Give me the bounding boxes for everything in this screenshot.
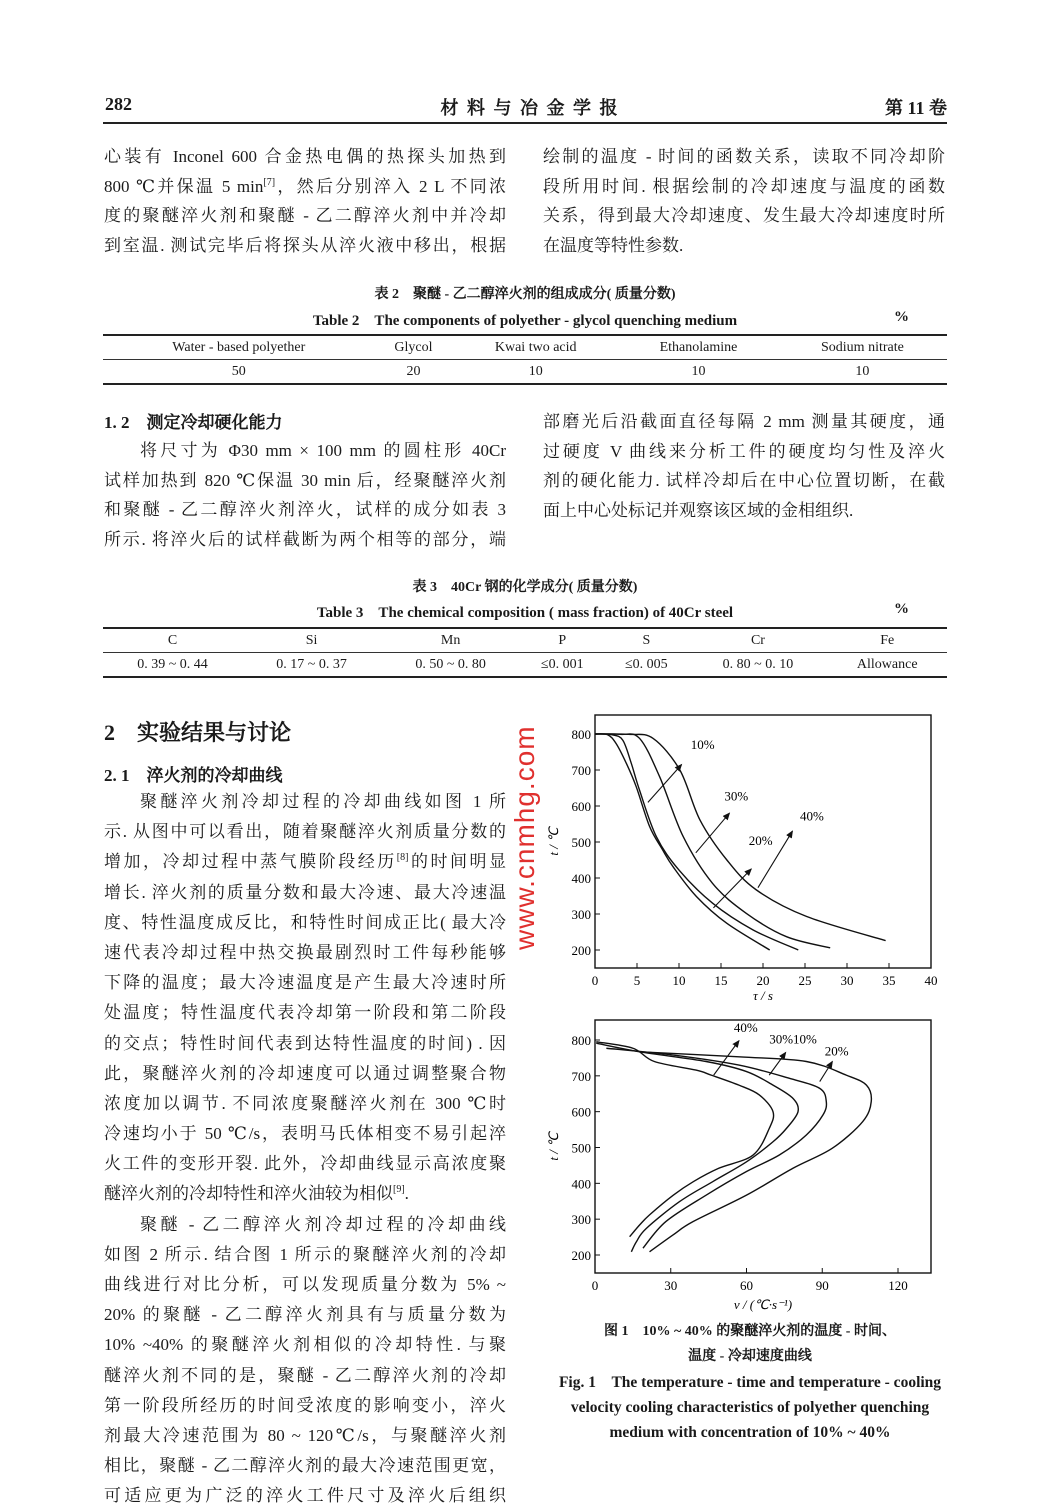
text-line: 如图 2 所示. 结合图 1 所示的聚醚淬火剂的冷却 (104, 1244, 506, 1264)
text-line: 增加，冷却过程中蒸气膜阶段经历[8]的时间明显 (104, 852, 507, 872)
x-tick-label: 15 (714, 973, 728, 988)
text-line: 相比，聚醚 - 乙二醇淬火剂的最大冷速范围更宽， (104, 1456, 506, 1476)
table-cell: 0. 17 ~ 0. 37 (276, 656, 347, 672)
text-line: 醚淬火剂的冷却特性和淬火油较为相似[9]. (104, 1184, 409, 1204)
text-line: 聚醚 - 乙二醇淬火剂冷却过程的冷却曲线 (140, 1214, 506, 1234)
x-tick-label: 40 (924, 973, 938, 988)
table2-unit: % (894, 309, 909, 325)
x-axis-label: v / (℃·s⁻¹) (733, 1297, 793, 1312)
text-line: 关系，得到最大冷却速度、发生最大冷却速度时所 (543, 206, 945, 226)
figure-caption-en-1: Fig. 1 The temperature - time and temperature - cooling (558, 1374, 942, 1391)
text-line: 处温度；特性温度代表冷却第一阶段和第二阶段 (104, 1003, 506, 1023)
text-line: 曲线进行对比分析，可以发现质量分数为 5% ~ (104, 1275, 506, 1294)
y-tick-label: 400 (571, 871, 591, 886)
annotation-arrow (820, 1062, 833, 1082)
text-line: 此，聚醚淬火剂的冷却速度可以通过调整聚合物 (104, 1063, 506, 1083)
y-tick-label: 200 (571, 1248, 591, 1263)
table-cell: 0. 50 ~ 0. 80 (415, 656, 486, 672)
text-line: 过硬度 V 曲线来分析工件的硬度均匀性及淬火 (543, 441, 945, 461)
text-line: 和聚醚 - 乙二醇淬火剂淬火，试样的成分如表 3 (104, 500, 506, 520)
x-tick-label: 5 (633, 973, 641, 988)
series-line-10pct (595, 734, 770, 950)
x-tick-label: 90 (815, 1278, 829, 1293)
text-line: 剂最大冷速范围为 80 ~ 120℃/s，与聚醚淬火剂 (104, 1425, 506, 1445)
text-line: 10% ~40% 的聚醚淬火剂相似的冷却特性. 与聚 (104, 1335, 506, 1355)
x-tick-label: 0 (591, 1278, 599, 1293)
table-header-cell: Sodium nitrate (778, 335, 947, 360)
text-line: 心装有 Inconel 600 合金热电偶的热探头加热到 (104, 147, 506, 166)
table-header-cell: Mn (381, 628, 520, 653)
chart-1 (546, 715, 938, 1003)
text-line: 到室温. 测试完毕后将探头从淬火液中移出，根据 (104, 235, 506, 255)
text-line: 第一阶段所经历的时间受浓度的影响变小，淬火 (104, 1395, 506, 1415)
text-line: 部磨光后沿截面直径每隔 2 mm 测量其硬度，通 (543, 412, 945, 431)
text-line: 增长. 淬火剂的质量分数和最大冷速、最大冷速温 (104, 882, 506, 902)
y-tick-label: 700 (571, 763, 591, 778)
y-tick-label: 600 (571, 799, 591, 814)
table-cell: Allowance (856, 656, 918, 672)
text-line: 段所用时间. 根据绘制的冷却速度与温度的函数 (543, 176, 945, 196)
x-tick-label: 25 (798, 973, 812, 988)
x-axis-label: τ / s (753, 988, 773, 1003)
table-header-cell: Si (242, 628, 381, 653)
text-line: 的交点；特性时间代表到达特性温度的时间) . 因 (104, 1033, 506, 1053)
table-cell: 20 (406, 363, 421, 379)
text-line: 20% 的聚醚 - 乙二醇淬火剂具有与质量分数为 (104, 1305, 506, 1325)
text-line: 下降的温度；最大冷速温度是产生最大冷速时所 (104, 973, 506, 993)
series-label: 10% (690, 737, 715, 753)
section-2-1-heading: 2. 1 淬火剂的冷却曲线 (104, 766, 283, 785)
chart-2 (546, 1020, 931, 1312)
table-cell: 0. 80 ~ 0. 10 (722, 656, 794, 672)
table-header-cell: S (604, 628, 688, 653)
x-tick-label: 35 (882, 973, 896, 988)
section-1-2-heading: 1. 2 测定冷却硬化能力 (104, 413, 283, 432)
text-line: 速代表冷却过程中热交换最剧烈时工件每秒能够 (104, 942, 506, 962)
annotation-arrow (696, 813, 730, 853)
y-tick-label: 300 (571, 907, 591, 922)
table-header-cell: Glycol (375, 335, 453, 360)
table-header-cell: Kwai two acid (452, 335, 619, 360)
annotation-arrow (769, 1053, 785, 1076)
table-header-cell: Ethanolamine (619, 335, 778, 360)
y-tick-label: 800 (571, 1033, 591, 1048)
x-tick-label: 10 (672, 973, 686, 988)
y-tick-label: 600 (571, 1104, 591, 1120)
section-2-heading: 2 实验结果与讨论 (104, 720, 292, 745)
table-header-cell: Cr (688, 628, 827, 653)
table-header-cell: Fe (827, 628, 947, 653)
series-line-10pct (606, 1048, 826, 1248)
text-line: 所示. 将淬火后的试样截断为两个相等的部分，端 (104, 529, 506, 549)
y-tick-label: 700 (571, 1068, 591, 1084)
table2-title-cn: 表 2 聚醚 - 乙二醇淬火剂的组成成分( 质量分数) (374, 287, 676, 302)
text-line: 在温度等特性参数. (543, 235, 684, 255)
table3-title-cn: 表 3 40Cr 钢的化学成分( 质量分数) (412, 580, 638, 595)
series-label: 20% (824, 1043, 849, 1059)
table-cell: ≤0. 005 (625, 656, 668, 672)
volume-label: 第 11 卷 (884, 98, 947, 118)
text-line: 剂的硬化能力. 试样冷却后在中心位置切断，在截 (543, 471, 945, 491)
text-line: 火工件的变形开裂. 此外，冷却曲线显示高浓度聚 (104, 1154, 506, 1174)
journal-title: 材 料 与 冶 金 学 报 (440, 98, 620, 118)
table-header-cell: P (520, 628, 604, 653)
text-line: 醚淬火剂不同的是，聚醚 - 乙二醇淬火剂的冷却 (104, 1365, 506, 1385)
series-label: 40% (799, 808, 824, 824)
series-label: 30% (724, 788, 749, 804)
text-line: 将尺寸为 Φ30 mm × 100 mm 的圆柱形 40Cr (140, 441, 506, 460)
watermark: www.cnmhg.com (509, 725, 540, 950)
table-cell: 50 (231, 363, 246, 379)
figure-caption-cn-2: 温度 - 冷却速度曲线 (688, 1349, 812, 1364)
y-tick-label: 500 (571, 1140, 591, 1156)
text-line: 浓度加以调节. 不同浓度聚醚淬火剂在 300 ℃时 (104, 1093, 506, 1113)
x-tick-label: 30 (664, 1278, 678, 1293)
y-tick-label: 500 (571, 835, 591, 850)
figure-caption-en-2: velocity cooling characteristics of polyether quenching (570, 1399, 930, 1416)
table3-title-en-text: Table 3 The chemical composition ( mass fraction) of 40Cr steel (316, 605, 734, 621)
table2-title-en-text: Table 2 The components of polyether - glycol quenching medium (312, 313, 738, 329)
y-tick-label: 400 (571, 1176, 591, 1192)
x-tick-label: 60 (740, 1278, 753, 1293)
text-line: 聚醚淬火剂冷却过程的冷却曲线如图 1 所 (140, 792, 506, 811)
text-line: 试样加热到 820 ℃保温 30 min 后，经聚醚淬火剂 (104, 470, 506, 490)
y-tick-label: 800 (571, 727, 591, 742)
annotation-arrow (648, 765, 682, 803)
y-tick-label: 300 (571, 1212, 591, 1228)
text-line: 800 ℃并保温 5 min[7]，然后分别淬入 2 L 不同浓 (104, 176, 506, 196)
table-cell: 10 (528, 363, 543, 379)
text-line: 可适应更为广泛的淬火工件尺寸及淬火后组织 (104, 1486, 506, 1506)
text-line: 绘制的温度 - 时间的函数关系，读取不同冷却阶 (543, 147, 945, 166)
y-tick-label: 200 (571, 943, 591, 958)
table-header-cell: C (103, 628, 242, 653)
series-line-30pct (596, 1043, 798, 1252)
page-number: 282 (105, 94, 132, 114)
table3-unit: % (894, 601, 909, 617)
text-line: 冷速均小于 50 ℃/s，表明马氏体相变不易引起淬 (104, 1124, 506, 1144)
table-cell: 0. 39 ~ 0. 44 (137, 656, 208, 672)
series-label: 20% (748, 832, 773, 848)
figure-caption-en-3: medium with concentration of 10% ~ 40% (609, 1424, 891, 1441)
series-label: 40% (733, 1020, 758, 1036)
text-line: 度、特性温度成反比，和特性时间成正比( 最大冷 (104, 912, 506, 932)
series-label: 30%10% (769, 1031, 817, 1047)
x-tick-label: 30 (840, 973, 854, 988)
x-tick-label: 20 (756, 973, 770, 988)
text-line: 示. 从图中可以看出，随着聚醚淬火剂质量分数的 (104, 822, 506, 842)
y-axis-label: t / ℃ (546, 827, 561, 856)
figure-caption-cn-1: 图 1 10% ~ 40% 的聚醚淬火剂的温度 - 时间、 (604, 1324, 896, 1339)
y-axis-label: t / ℃ (546, 1132, 561, 1161)
table-cell: 10 (691, 363, 706, 379)
table-header-cell: Water - based polyether (103, 335, 375, 360)
table-cell: 10 (855, 363, 870, 379)
table-cell: ≤0. 001 (540, 656, 584, 672)
annotation-arrow (714, 1041, 739, 1075)
text-line: 度的聚醚淬火剂和聚醚 - 乙二醇淬火剂中并冷却 (104, 206, 506, 226)
x-tick-label: 0 (591, 973, 599, 988)
text-line: 面上中心处标记并观察该区域的金相组织. (543, 500, 854, 520)
x-tick-label: 120 (888, 1278, 908, 1293)
